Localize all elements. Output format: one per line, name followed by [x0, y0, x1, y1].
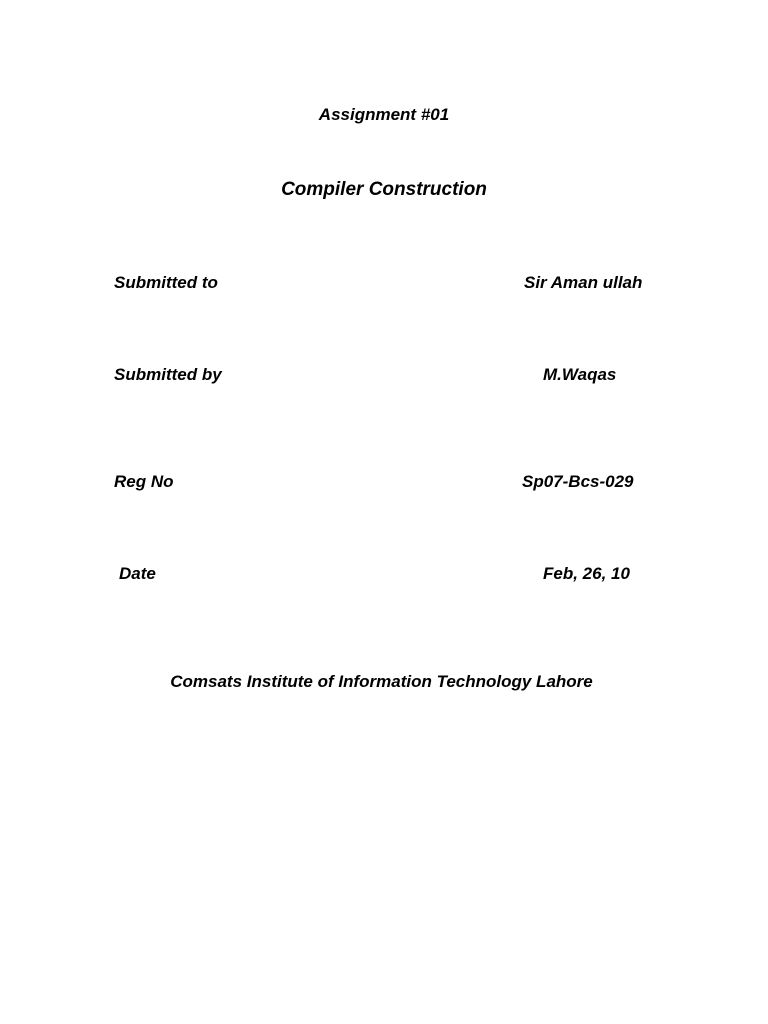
submitted-to-value: Sir Aman ullah	[524, 273, 643, 292]
course-title: Compiler Construction	[281, 179, 487, 200]
institution-name: Comsats Institute of Information Technology Lahore	[170, 672, 593, 691]
date-label: Date	[119, 564, 156, 583]
reg-no-value: Sp07-Bcs-029	[522, 472, 634, 491]
date-value: Feb, 26, 10	[543, 564, 630, 583]
reg-no-label: Reg No	[114, 472, 174, 491]
submitted-by-value: M.Waqas	[543, 365, 617, 384]
submitted-by-label: Submitted by	[114, 365, 222, 384]
submitted-to-label: Submitted to	[114, 273, 218, 292]
assignment-title: Assignment #01	[318, 105, 450, 124]
